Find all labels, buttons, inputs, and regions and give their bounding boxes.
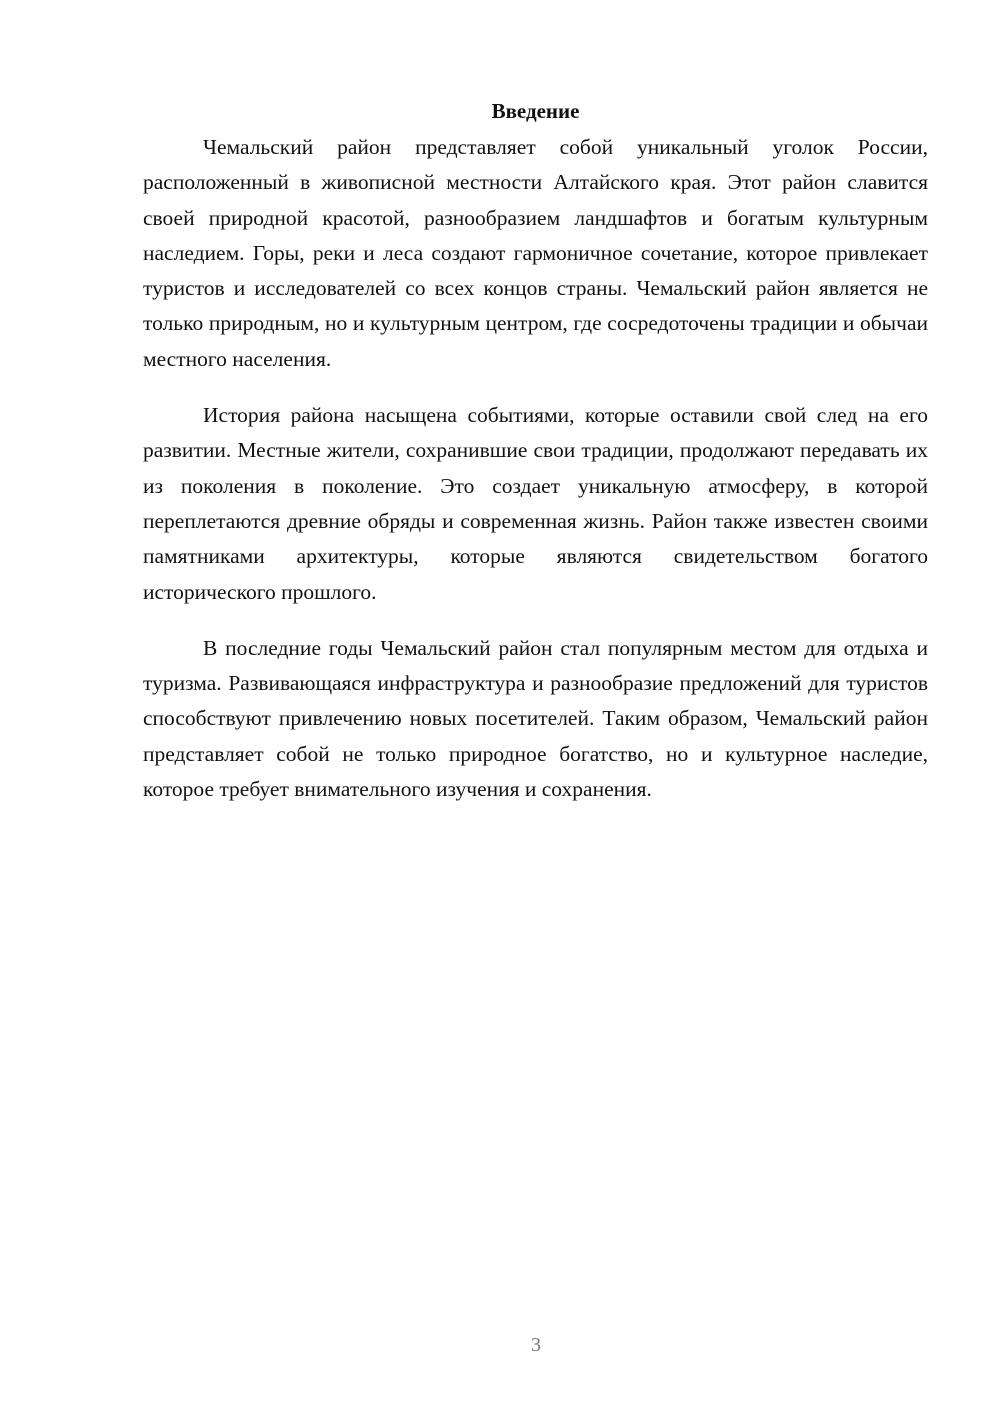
page-number: 3: [531, 1334, 541, 1356]
paragraph-1: Чемальский район представляет собой уникальный уголок России, расположенный в живописной местности Алтайского края. Этот район славится своей природной красотой, разнообразием ландшафтов и богатым культурным наследием. Горы, реки и леса создают гармоничное сочетание, которое привлекает туристов и исследователей со всех концов страны. Чемальский район является не только природным, но и культурным центром, где сосредоточены традиции и обычаи местного населения.: [143, 135, 928, 371]
section-title: Введение: [491, 99, 580, 123]
page-content: [143, 96, 928, 828]
paragraph-3: В последние годы Чемальский район стал популярным местом для отдыха и туризма. Развивающаяся инфраструктура и разнообразие предложений для туристов способствуют привлечению новых посетителей. Таким образом, Чемальский район представляет собой не только природное богатство, но и культурное наследие, которое требует внимательного изучения и сохранения.: [143, 635, 928, 802]
paragraph-2: История района насыщена событиями, которые оставили свой след на его развитии. Местные жители, сохранившие свои традиции, продолжают передавать их из поколения в поколение. Это создает уникальную атмосферу, в которой переплетаются древние обряды и современная жизнь. Район также известен своими памятниками архитектуры, которые являются свидетельством богатого исторического прошлого.: [143, 403, 928, 604]
